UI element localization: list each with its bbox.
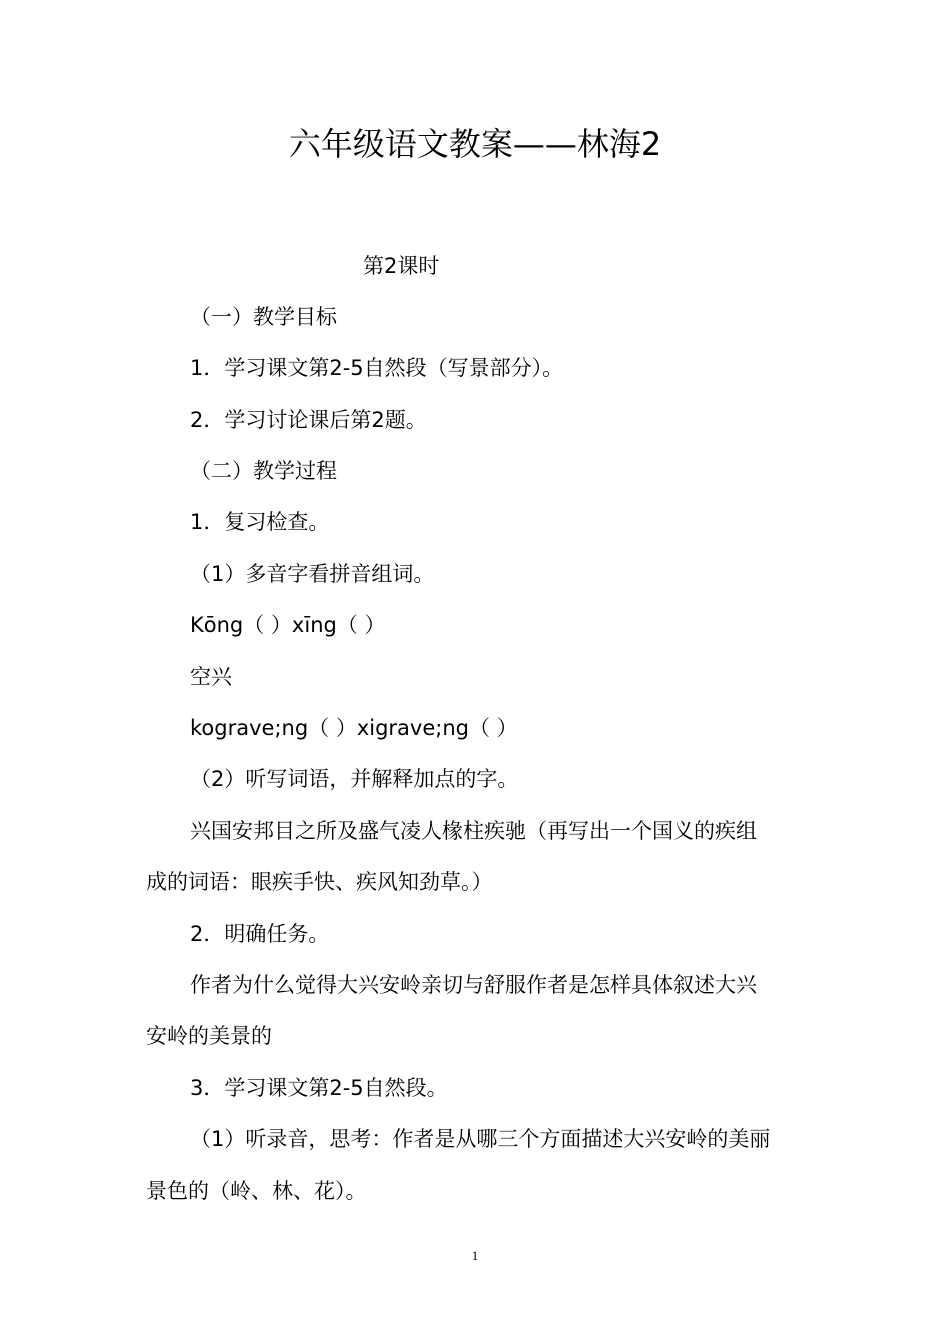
document-title: 六年级语文教案——林海2 bbox=[288, 125, 662, 163]
paragraph-line: 景色的（岭、林、花）。 bbox=[146, 1179, 367, 1203]
paragraph-line: 安岭的美景的 bbox=[146, 1024, 272, 1048]
section-heading-teaching-process: （二）教学过程 bbox=[190, 459, 337, 483]
paragraph-line: 成的词语：眼疾手快、疾风知劲草。） bbox=[146, 870, 493, 894]
paragraph-line: 1．复习检查。 bbox=[190, 510, 330, 534]
section-heading-teaching-goals: （一）教学目标 bbox=[190, 305, 337, 329]
lesson-heading: 第2课时 bbox=[363, 254, 440, 278]
page-number: 1 bbox=[471, 1248, 479, 1263]
paragraph-line: 作者为什么觉得大兴安岭亲切与舒服作者是怎样具体叙述大兴 bbox=[190, 973, 757, 997]
paragraph-line: （2）听写词语，并解释加点的字。 bbox=[190, 767, 519, 791]
paragraph-line: 2．明确任务。 bbox=[190, 922, 330, 946]
character-line: 空兴 bbox=[190, 665, 232, 689]
pinyin-line: kograve;ng（ ）xigrave;ng（ ） bbox=[190, 716, 518, 740]
paragraph-line: 3．学习课文第2-5自然段。 bbox=[190, 1076, 448, 1100]
paragraph-line: 兴国安邦目之所及盛气凌人椽柱疾驰（再写出一个国义的疾组 bbox=[190, 819, 757, 843]
paragraph-line: 2．学习讨论课后第2题。 bbox=[190, 408, 427, 432]
paragraph-line: （1）多音字看拼音组词。 bbox=[190, 562, 435, 586]
paragraph-line: （1）听录音，思考：作者是从哪三个方面描述大兴安岭的美丽 bbox=[190, 1127, 771, 1151]
paragraph-line: 1．学习课文第2-5自然段（写景部分）。 bbox=[190, 356, 564, 380]
pinyin-line: Kōng（ ）xīng（ ） bbox=[190, 613, 386, 637]
